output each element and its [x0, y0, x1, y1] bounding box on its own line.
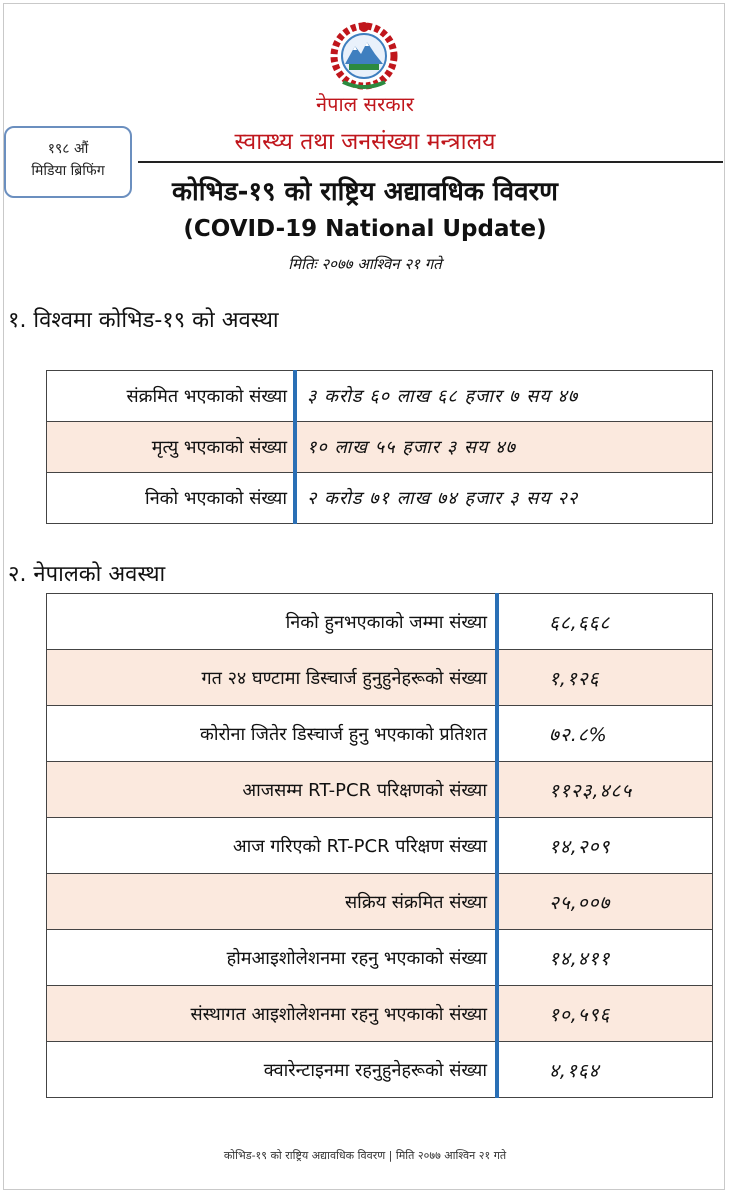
table-row	[47, 986, 713, 1042]
nepal-section-heading: २. नेपालको अवस्था	[8, 562, 166, 587]
row-value: ४,१६४	[497, 1042, 713, 1098]
row-label: कोरोना जितेर डिस्चार्ज हुनु भएकाको प्रतिशत	[47, 706, 498, 762]
row-value: २५,००७	[497, 874, 713, 930]
page-title: कोभिड-१९ को राष्ट्रिय अद्यावधिक विवरण	[172, 177, 558, 207]
ministry-name: स्वास्थ्य तथा जनसंख्या मन्त्रालय	[234, 129, 496, 155]
government-name: नेपाल सरकार	[316, 92, 414, 116]
row-value: २ करोड ७१ लाख ७४ हजार ३ सय २२	[295, 473, 713, 524]
row-value: १४,२०९	[497, 818, 713, 874]
row-value: ६८,६६८	[497, 594, 713, 650]
table-row	[47, 650, 713, 706]
page-subtitle: (COVID-19 National Update)	[183, 216, 547, 242]
row-label: संस्थागत आइशोलेशनमा रहनु भएकाको संख्या	[47, 986, 498, 1042]
row-value: १४,४११	[497, 930, 713, 986]
row-label: आजसम्म RT-PCR परिक्षणको संख्या	[47, 762, 498, 818]
row-label: निको भएकाको संख्या	[47, 473, 296, 524]
row-value: ११२३,४८५	[497, 762, 713, 818]
briefing-number: १९८ औं	[47, 141, 89, 157]
table-row	[47, 706, 713, 762]
table-row	[47, 1042, 713, 1098]
table-row	[47, 874, 713, 930]
world-section-heading: १. विश्वमा कोभिड-१९ को अवस्था	[8, 308, 279, 333]
row-value: १,१२६	[497, 650, 713, 706]
row-label: मृत्यु भएकाको संख्या	[47, 422, 296, 473]
table-row	[47, 818, 713, 874]
row-value: ३ करोड ६० लाख ६८ हजार ७ सय ४७	[295, 371, 713, 422]
table-row	[47, 422, 713, 473]
page-footer: कोभिड-१९ को राष्ट्रिय अद्यावधिक विवरण | मिति २०७७ आश्विन २१ गते	[223, 1149, 507, 1162]
table-row	[47, 930, 713, 986]
table-row	[47, 371, 713, 422]
row-label: निको हुनभएकाको जम्मा संख्या	[47, 594, 498, 650]
header-divider	[138, 161, 723, 163]
table-row	[47, 762, 713, 818]
row-label: आज गरिएको RT-PCR परिक्षण संख्या	[47, 818, 498, 874]
row-label: संक्रमित भएकाको संख्या	[47, 371, 296, 422]
row-value: १० लाख ५५ हजार ३ सय ४७	[295, 422, 713, 473]
nepal-status-table	[46, 593, 713, 1098]
nepal-emblem-icon	[325, 20, 403, 92]
row-label: गत २४ घण्टामा डिस्चार्ज हुनुहुनेहरूको संख्या	[47, 650, 498, 706]
row-value: ७२.८%	[497, 706, 713, 762]
row-value: १०,५९६	[497, 986, 713, 1042]
table-row	[47, 594, 713, 650]
report-date: मितिः २०७७ आश्विन २१ गते	[288, 255, 442, 273]
world-status-table	[46, 370, 713, 524]
table-row	[47, 473, 713, 524]
row-label: होमआइशोलेशनमा रहनु भएकाको संख्या	[47, 930, 498, 986]
briefing-label: मिडिया ब्रिफिंग	[31, 163, 105, 179]
row-label: क्वारेन्टाइनमा रहनुहुनेहरूको संख्या	[47, 1042, 498, 1098]
row-label: सक्रिय संक्रमित संख्या	[47, 874, 498, 930]
